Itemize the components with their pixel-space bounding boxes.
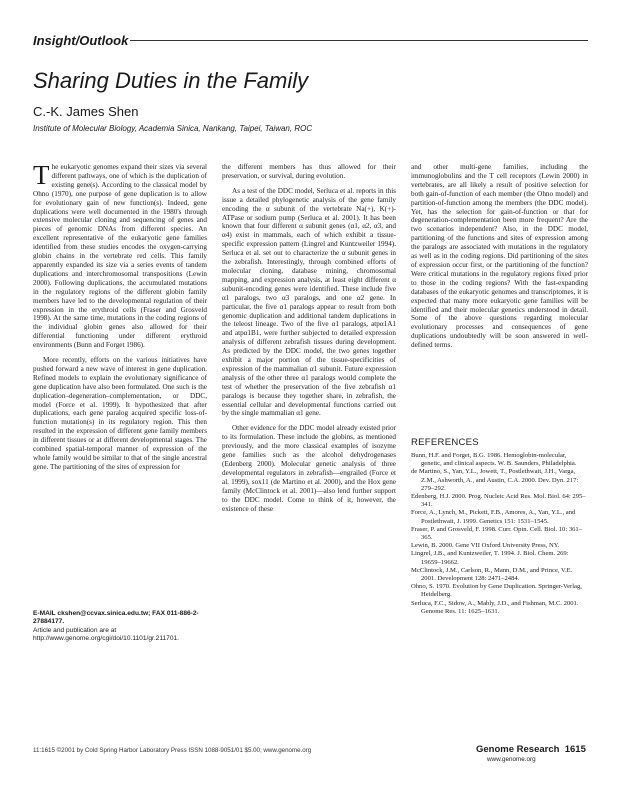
section-header	[33, 33, 588, 48]
footer-journal	[476, 744, 586, 755]
section-label: Insight/Outlook	[33, 33, 129, 48]
section-rule	[130, 40, 588, 41]
reference-item: Ohno, S. 1970. Evolution by Gene Duplication. Springer-Verlag, Heidelberg.	[411, 583, 582, 599]
contact-email: E-MAIL ckshen@ccvax.sinica.edu.tw; FAX 011-886-2-27884177.	[33, 610, 199, 626]
body-column-1	[33, 160, 207, 472]
footer-copyright: 11:1615 ©2001 by Cold Spring Harbor Laboratory Press ISSN 1088-9051/01 $5.00; www.genome.org	[33, 747, 312, 754]
reference-item: Lingrel, J.B., and Kuntzweiler, T. 1994. J. Biol. Chem. 269: 19659–19662.	[411, 550, 569, 566]
reference-item: Bunn, H.F. and Forget, B.G. 1986. Hemoglobin-molecular, genetic, and clinical aspects. W. B. Saunders, Philadelphia.	[411, 452, 577, 468]
references-heading: REFERENCES	[411, 437, 479, 448]
reference-item: Force, A., Lynch, M., Pickett, F.B., Amores, A., Yan, Y.L., and Postlethwait, J. 1999. Genetics 151: 1531–1545.	[411, 509, 576, 525]
reference-item: Fraser, P. and Grosveld, F. 1998. Curr. Opin. Cell. Biol. 10: 361–365.	[411, 525, 583, 542]
paragraph: and other multi-gene families, including the immunoglobulins and the T cell receptors (Lewin 2000) in vertebrates, are all likely a result of positive selection for both gain-of-function of each member (the Ohno model) and partition-of-function among the members (the DDC model). Yet, has the selection for gain-of-function or that for degeneration-complementation been more frequent? Are the two scenarios independent? Also, in the DDC model, partitioning of the functions and sites of expression among the paralogs are associated with mutations in the regulatory as well as in the coding regions. Did partitioning of the sites of expression occur first, or the partitioning of the function? Were critical mutations in the regulatory regions fixed prior to those in the coding regions? With the fast-expanding databases of the eukaryotic genomes and transcriptomes, it is expected that many more eukaryotic gene families will be identified and their molecular genetics understood in detail. Some of the above questions regarding molecular evolutionary processes and consequences of gene duplications undoubtedly will be soon answered in well-defined terms.	[411, 163, 588, 350]
paragraph: More recently, efforts on the various initiatives have pushed forward a new wave of interest in gene duplication. Refined models to explain the evolutionary significance of gene duplication have also been formulated. One such is the duplication–degeneration–complementation, or DDC, model (Force et al. 1999). It hypothesized that after duplications, each gene paralog acquired specific loss-of-function mutation(s) in its regulatory region. This then resulted in the expression of different gene family members in different tissues or at different developmental stages. The combined spatial-temporal manner of expression of the whole family would be similar to that of the single ancestral gene. The partitioning of the sites of expression for	[33, 356, 207, 471]
body-column-3	[411, 163, 588, 350]
journal-url: www.genome.org	[487, 756, 536, 763]
article-title: Sharing Duties in the Family	[33, 68, 309, 93]
reference-item: McClintock, J.M., Carlson, R., Mann, D.M., and Prince, V.E. 2001. Development 128: 2471–2484.	[411, 566, 573, 583]
reference-item: Serluca, F.C., Sidow, A., Mably, J.D., and Fishman, M.C. 2001. Genome Res. 11: 1625–1631.	[411, 599, 579, 615]
references-list	[411, 452, 588, 616]
paragraph	[33, 160, 207, 350]
body-column-2	[222, 163, 396, 513]
contact-info	[33, 610, 207, 643]
paragraph: the different members has thus allowed for their preservation, or survival, during evolution.	[222, 163, 396, 180]
page-number: 1615	[564, 744, 586, 755]
author-affiliation: Institute of Molecular Biology, Academia Sinica, Nankang, Taipei, Taiwan, ROC	[33, 124, 313, 133]
paragraph-text: he eukaryotic genomes expand their sizes via several different pathways, one of which is the duplication of existing gene(s). According to the classical model by Ohno (1970), one purpose of gene duplication is to allow for evolutionary gain of new function(s). Indeed, gene duplications were well documented in the 1980's through extensive molecular cloning and sequencing of genes and pieces of genomic DNAs from different species. An excellent representative of the eukaryotic gene families identified from these studies encodes the oxygen-carrying globin chains in the vertebrate red cells. This family apparently expanded its size via a series events of tandem duplications and interchromosomal transpositions (Lewin 2000). Following duplications, the accumulated mutations in the regulatory regions of the different globin family members have led to the developmental regulation of their expression in the erythroid cells (Fraser and Grosveld 1998). At the same time, mutations in the coding regions of the individual globin genes also allowed for their differential functioning under different erythroid environments (Bunn and Forget 1986).	[33, 163, 207, 350]
author-name: C.-K. James Shen	[33, 104, 139, 119]
reference-item: Lewin, B. 2000. Gene VII Oxford University Press, NY.	[411, 542, 560, 550]
paragraph: Other evidence for the DDC model already existed prior to its formulation. These include the globins, as mentioned previously, and the more classical examples of isozyme gene families such as the alcohol dehydrogenases (Edenberg 2000). Molecular genetic analysis of three developmental regulators in zebrafish—engrailed (Force et al. 1999), sox11 (de Martino et al. 2000), and the Hox gene family (McClintock et al. 2001)—also lend further support to the DDC model. Come to think of it, however, the existence of these	[222, 424, 396, 513]
reference-item: Edenberg, H.J. 2000. Prog. Nucleic Acid Res. Mol. Biol. 64: 295–341.	[411, 493, 586, 509]
article-doi: Article and publication are at http://www.genome.org/cgi/doi/10.1101/gr.211701.	[33, 626, 180, 642]
reference-item: de Martino, S., Yan, Y.L., Jowett, T., Postlethwait, J.H., Varga, Z.M., Ashworth, A., and Austin, C.A. 2000. Dev. Dyn. 217: 279–292.	[411, 468, 579, 492]
drop-cap: T	[33, 160, 50, 190]
journal-name: Genome Research	[476, 744, 560, 755]
paragraph: As a test of the DDC model, Serluca et al. reports in this issue a detailed phylogenetic analysis of the gene family encoding the α subunit of the vertebrate Na(+), K(+)-ATPase or sodium pump (Serluca et al. 2001). It has been known that four different α subunit genes (α1, α2, α3, and α4) exist in mammals, each of which exhibit a tissue-specific expression pattern (Lingrel and Kuntzweiler 1994). Serluca et al. set out to characterize the α subunit genes in the zebrafish. Interestingly, through combined efforts of molecular cloning, database mining, chromosomal mapping, and expression analysis, at least eight different α subunit-encoding genes were identified. These include five α1 paralogs, two α3 paralogs, and one α2 gene. In particular, the five α1 paralogs appear to result from both genomic duplication and additional tandem duplications in the teleost lineage. Two of the five α1 paralogs, atpα1A1 and atpα1B1, were further subjected to detailed expression analysis of different zebrafish tissues during development. As predicted by the DDC model, the two genes together exhibit a major portion of the tissue-specificities of expression of the mammalian α1 subunit. Future expression analysis of the other three α1 paralogs would complete the test of whether the preservation of the five zebrafish α1 paralogs is because they together share, in zebrafish, the essential cellular and developmental functions carried out by the single mammalian α1 gene.	[222, 186, 396, 418]
